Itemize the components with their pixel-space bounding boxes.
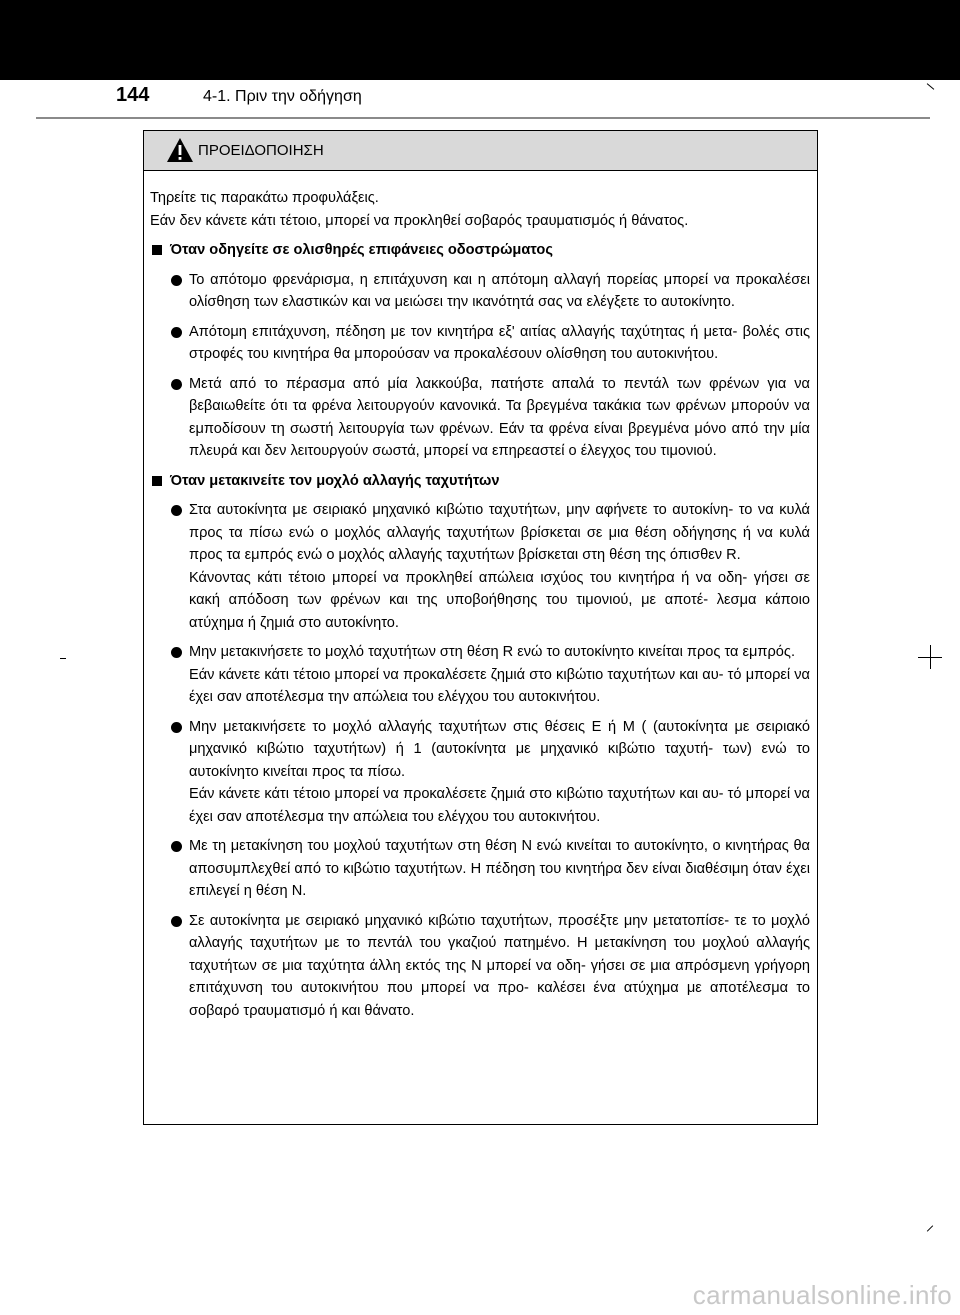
item-paragraph: Κάνοντας κάτι τέτοιο μπορεί να προκληθεί απώλεια ισχύος του κινητήρα ή να οδη- γήσει σε κακή απόδοση των φρένων και της υποβοήθησης του τιμονιού, με αποτέ- λεσμα κάποιο ατύχημα ή ζημιά στο αυτοκίνητο. xyxy=(189,569,810,631)
section-heading xyxy=(150,239,810,262)
round-bullet-icon xyxy=(171,916,182,927)
item-paragraph: Μετά από το πέρασμα από μία λακκούβα, πατήστε απαλά το πεντάλ των φρένων για να βεβαιωθείτε ότι τα φρένα λειτουργούν κανονικά. Τα βρεγμένα τακάκια των φρένων μπορούν να εμποδίσουν τη σωστή λειτουργία των φρένων. Εάν τα φρένα είναι βρεγμένα μόνο από την μία πλευρά και δεν λειτουργούν σωστά, μπορεί να επηρεαστεί ο έλεγχος του τιμονιού. xyxy=(189,375,810,459)
crop-mark-bottom xyxy=(927,1225,933,1231)
square-bullet-icon xyxy=(152,245,162,255)
round-bullet-icon xyxy=(171,327,182,338)
item-paragraph: Σε αυτοκίνητα με σειριακό μηχανικό κιβώτιο ταχυτήτων, προσέξτε μην μετατοπίσε- τε το μοχλό αλλαγής ταχυτήτων με το πεντάλ του γκαζιού πατημένο. Η μετακίνηση του μοχλού αλλαγής ταχυτήτων σε μια ταχύτητα άλλη εκτός της N μπορεί να οδη- γήσει σε μια απρόσμενη γρήγορη επιτάχυνση του αυτοκινήτου που μπορεί να προ- καλέσει ένα ατύχημα με αποτέλεσμα το σοβαρό τραυματισμό ή και θάνατο. xyxy=(189,912,810,1019)
section-heading-text: Όταν μετακινείτε τον μοχλό αλλαγής ταχυτήτων xyxy=(170,472,500,489)
round-bullet-icon xyxy=(171,379,182,390)
warning-box xyxy=(143,130,818,1125)
item-paragraph: Το απότομο φρενάρισμα, η επιτάχυνση και η απότομη αλλαγή πορείας μπορεί να προκαλέσει ολίσθηση των ελαστικών και να μειώσει την ικανότητά σας να ελέγξετε το αυτοκίνητο. xyxy=(189,271,810,310)
round-bullet-icon xyxy=(171,275,182,286)
list-item xyxy=(150,716,810,829)
round-bullet-icon xyxy=(171,505,182,516)
header-rule xyxy=(36,117,930,119)
list-item xyxy=(150,321,810,366)
list-item xyxy=(150,641,810,709)
list-item xyxy=(150,910,810,1023)
item-paragraph: Στα αυτοκίνητα με σειριακό μηχανικό κιβώτιο ταχυτήτων, μην αφήνετε το αυτοκίνη- το να κυλά προς τα πίσω ενώ ο μοχλός αλλαγής ταχυτήτων βρίσκεται σε μια θέση οδήγησης ή να κυλά προς τα εμπρός ενώ ο μοχλός αλλαγής ταχυτήτων βρίσκεται στη θέση της όπισθεν R. xyxy=(189,502,810,563)
round-bullet-icon xyxy=(171,722,182,733)
warning-intro xyxy=(150,187,810,232)
warning-body xyxy=(144,171,817,1022)
item-paragraph: Μην μετακινήσετε το μοχλό ταχυτήτων στη θέση R ενώ το αυτοκίνητο κινείται προς τα εμπρός. xyxy=(189,644,795,660)
crop-mark-left xyxy=(60,658,66,659)
section-heading xyxy=(150,470,810,493)
item-paragraph: Εάν κάνετε κάτι τέτοιο μπορεί να προκαλέσετε ζημιά στο κιβώτιο ταχυτήτων και αυ- τό μπορεί να έχει σαν αποτέλεσμα την απώλεια του ελέγχου του αυτοκινήτου. xyxy=(189,786,810,825)
item-paragraph: Εάν κάνετε κάτι τέτοιο μπορεί να προκαλέσετε ζημιά στο κιβώτιο ταχυτήτων και αυ- τό μπορεί να έχει σαν αποτέλεσμα την απώλεια του ελέγχου του αυτοκινήτου. xyxy=(189,666,810,705)
list-item xyxy=(150,499,810,634)
intro-line: Τηρείτε τις παρακάτω προφυλάξεις. xyxy=(150,190,379,206)
list-item xyxy=(150,269,810,314)
section-title: 4-1. Πριν την οδήγηση xyxy=(203,88,362,105)
item-paragraph: Με τη μετακίνηση του μοχλού ταχυτήτων στη θέση N ενώ κινείται το αυτοκίνητο, ο κινητήρας θα αποσυμπλεχθεί από το κιβώτιο ταχυτήτων. Η πέδηση του κινητήρα δεν είναι διαθέσιμη όταν έχει επιλεγεί η θέση N. xyxy=(189,838,810,899)
warning-triangle-icon xyxy=(166,137,194,163)
warning-header xyxy=(144,131,817,171)
round-bullet-icon xyxy=(171,647,182,658)
section-heading-text: Όταν οδηγείτε σε ολισθηρές επιφάνειες οδοστρώματος xyxy=(170,242,553,258)
square-bullet-icon xyxy=(152,476,162,486)
corner-mark xyxy=(927,83,935,90)
round-bullet-icon xyxy=(171,841,182,852)
watermark: carmanualsonline.info xyxy=(692,1280,952,1310)
list-item xyxy=(150,373,810,463)
warning-title: ΠΡΟΕΙΔΟΠΟΙΗΣΗ xyxy=(198,142,324,159)
item-paragraph: Απότομη επιτάχυνση, πέδηση με τον κινητήρα εξ' αιτίας αλλαγής ταχύτητας ή μετα- βολές στις στροφές του κινητήρα θα μπορούσαν να προκαλέσουν ολίσθηση του αυτοκινήτου. xyxy=(189,323,810,362)
page-number: 144 xyxy=(116,84,150,106)
crop-mark-right-vertical xyxy=(930,645,931,669)
item-paragraph: Μην μετακινήσετε το μοχλό αλλαγής ταχυτήτων στις θέσεις E ή M ( (αυτοκίνητα με σειριακό μηχανικό κιβώτιο ταχυτήτων) ή 1 (αυτοκίνητα με μηχανικό κιβώτιο ταχυτή- των) ενώ το αυτοκίνητο κινείται προς τα πίσω. xyxy=(189,718,810,780)
list-item xyxy=(150,835,810,903)
intro-line: Εάν δεν κάνετε κάτι τέτοιο, μπορεί να προκληθεί σοβαρός τραυματισμός ή θάνατος. xyxy=(150,212,689,229)
top-black-bar xyxy=(0,0,960,80)
